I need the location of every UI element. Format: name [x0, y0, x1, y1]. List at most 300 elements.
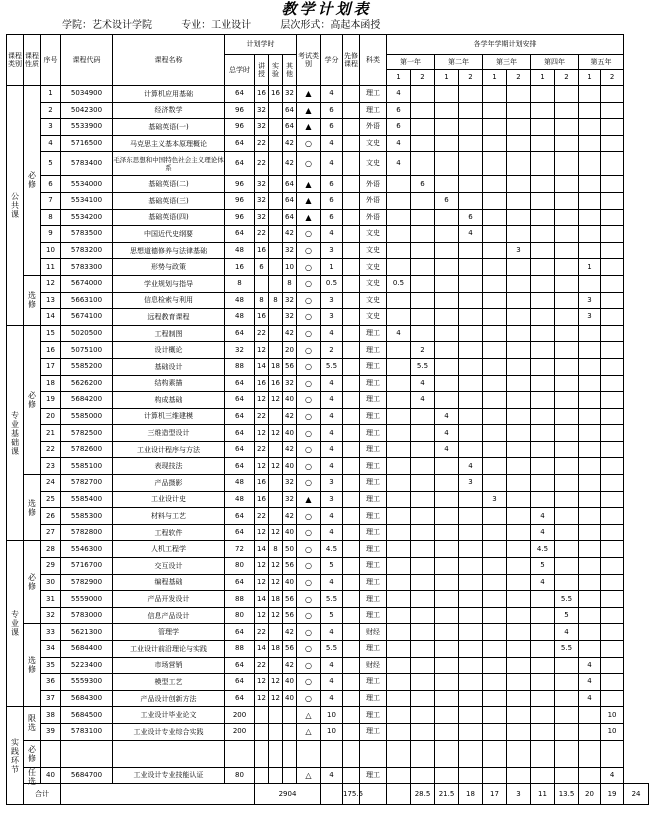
cell-term — [555, 458, 579, 475]
cell-exam: ○ — [297, 475, 321, 492]
cell-lab: 18 — [269, 358, 283, 375]
table-row — [7, 591, 649, 608]
table-row — [7, 342, 649, 359]
cell-seq: 35 — [41, 657, 61, 674]
cell-lecture: 12 — [255, 458, 269, 475]
cell-disc: 理工 — [360, 86, 387, 103]
cell-term — [459, 259, 483, 276]
cell-term — [579, 707, 601, 724]
cell-term — [601, 342, 624, 359]
cell-name: 远程教育课程 — [113, 309, 225, 326]
cell-empty — [255, 740, 269, 767]
cell-total: 32 — [225, 342, 255, 359]
cell-name: 形势与政策 — [113, 259, 225, 276]
cell-term — [601, 641, 624, 658]
cell-term — [555, 152, 579, 176]
cell-code: 5783100 — [61, 723, 113, 740]
cell-disc: 理工 — [360, 674, 387, 691]
cell-credits: 3 — [321, 242, 343, 259]
cell-exam: ▲ — [297, 192, 321, 209]
cell-term — [459, 392, 483, 409]
cell-lecture: 12 — [255, 425, 269, 442]
cell-name: 工业设计程序与方法 — [113, 441, 225, 458]
cell-code: 5783300 — [61, 259, 113, 276]
cell-disc: 理工 — [360, 408, 387, 425]
cell-disc: 理工 — [360, 508, 387, 525]
cell-prereq — [343, 176, 360, 193]
table-row — [7, 458, 649, 475]
cell-other: 64 — [283, 209, 297, 226]
cell-term — [483, 192, 507, 209]
cell-term — [555, 292, 579, 309]
cell-term — [555, 690, 579, 707]
cell-name: 人机工程学 — [113, 541, 225, 558]
cell-disc: 理工 — [360, 475, 387, 492]
cell-term — [435, 102, 459, 119]
cell-empty — [321, 740, 343, 767]
cell-term — [483, 176, 507, 193]
cell-term — [555, 135, 579, 152]
cell-term — [555, 275, 579, 292]
cell-lab — [269, 226, 283, 243]
cell-seq: 3 — [41, 119, 61, 136]
cell-term — [459, 441, 483, 458]
cell-lecture: 22 — [255, 152, 269, 176]
cell-lecture: 22 — [255, 657, 269, 674]
cell-term — [531, 375, 555, 392]
cell-term — [531, 408, 555, 425]
header-discipline: 科类 — [360, 35, 387, 86]
table-row — [7, 607, 649, 624]
table-row — [7, 425, 649, 442]
cell-term — [507, 491, 531, 508]
cell-name: 编程基础 — [113, 574, 225, 591]
cell-disc: 理工 — [360, 707, 387, 724]
cell-term — [579, 275, 601, 292]
cell-credits: 4.5 — [321, 541, 343, 558]
cell-total: 64 — [225, 674, 255, 691]
teaching-plan-table — [6, 34, 649, 805]
cell-term — [483, 102, 507, 119]
cell-disc: 文史 — [360, 292, 387, 309]
cell-credits: 4 — [321, 624, 343, 641]
cell-prereq — [343, 342, 360, 359]
cell-term — [459, 591, 483, 608]
cell-seq: 30 — [41, 574, 61, 591]
cell-term — [483, 508, 507, 525]
cell-other: 32 — [283, 309, 297, 326]
cell-exam: ○ — [297, 292, 321, 309]
cell-term — [555, 767, 579, 784]
cell-term — [531, 392, 555, 409]
cell-term — [459, 176, 483, 193]
cell-term — [459, 641, 483, 658]
cell-term — [411, 624, 435, 641]
cell-term — [411, 209, 435, 226]
cell-term — [411, 475, 435, 492]
cell-term — [387, 358, 411, 375]
cell-empty — [41, 740, 61, 767]
cell-empty — [343, 740, 360, 767]
cell-name: 模型工艺 — [113, 674, 225, 691]
cell-exam: ○ — [297, 441, 321, 458]
cell-term — [601, 325, 624, 342]
cell-term — [601, 119, 624, 136]
cell-total: 64 — [225, 425, 255, 442]
cell-term: 4 — [411, 392, 435, 409]
cell-credits: 4 — [321, 135, 343, 152]
cell-term — [411, 135, 435, 152]
cell-term — [435, 309, 459, 326]
header-plan-hours: 计划学时 — [225, 35, 297, 55]
cell-term — [411, 441, 435, 458]
cell-name: 基础设计 — [113, 358, 225, 375]
cell-term — [411, 102, 435, 119]
cell-prereq — [343, 309, 360, 326]
cell-name: 信息检索与利用 — [113, 292, 225, 309]
cell-seq: 28 — [41, 541, 61, 558]
cell-prereq — [343, 574, 360, 591]
cell-code: 5782600 — [61, 441, 113, 458]
cell-term: 4 — [387, 152, 411, 176]
cell-term — [555, 102, 579, 119]
cell-lecture — [255, 707, 269, 724]
cell-code: 5663100 — [61, 292, 113, 309]
header-exam-type: 考试类别 — [297, 35, 321, 86]
cell-lecture: 14 — [255, 641, 269, 658]
cell-term — [579, 425, 601, 442]
cell-term — [411, 491, 435, 508]
total-term: 11 — [531, 784, 555, 805]
cell-lab: 12 — [269, 558, 283, 575]
cell-term — [483, 425, 507, 442]
cell-name: 基础英语(三) — [113, 192, 225, 209]
table-row — [7, 392, 649, 409]
cell-term — [531, 624, 555, 641]
cell-term — [411, 86, 435, 103]
cell-term — [507, 375, 531, 392]
cell-term — [531, 674, 555, 691]
cell-prereq — [343, 475, 360, 492]
cell-term: 4 — [579, 690, 601, 707]
cell-term — [387, 723, 411, 740]
cell-name: 基础英语(四) — [113, 209, 225, 226]
cell-prereq — [343, 524, 360, 541]
cell-seq: 39 — [41, 723, 61, 740]
cell-disc: 理工 — [360, 325, 387, 342]
cell-term — [411, 541, 435, 558]
cell-credits: 5 — [321, 558, 343, 575]
cell-lecture — [255, 767, 269, 784]
table-row — [7, 767, 649, 784]
cell-term — [459, 86, 483, 103]
cell-lab — [269, 475, 283, 492]
cell-term — [459, 707, 483, 724]
cell-prereq — [343, 458, 360, 475]
table-row — [7, 707, 649, 724]
cell-disc: 财经 — [360, 657, 387, 674]
cell-term — [459, 425, 483, 442]
total-term: 18 — [459, 784, 483, 805]
cell-term — [435, 342, 459, 359]
cell-exam: ○ — [297, 259, 321, 276]
cell-term — [555, 242, 579, 259]
cell-exam: ○ — [297, 226, 321, 243]
cell-lab — [269, 135, 283, 152]
cell-term — [555, 441, 579, 458]
cell-other: 32 — [283, 242, 297, 259]
cell-term — [601, 591, 624, 608]
cell-term — [435, 524, 459, 541]
cell-other: 64 — [283, 176, 297, 193]
cell-seq: 25 — [41, 491, 61, 508]
cell-term: 5.5 — [555, 591, 579, 608]
cell-exam: ○ — [297, 309, 321, 326]
cell-empty — [579, 740, 601, 767]
table-row — [7, 309, 649, 326]
table-row — [7, 574, 649, 591]
cell-term — [387, 176, 411, 193]
cell-other: 20 — [283, 342, 297, 359]
cell-term — [579, 119, 601, 136]
cell-other — [283, 723, 297, 740]
cell-term — [411, 524, 435, 541]
cell-term — [483, 767, 507, 784]
table-row — [7, 723, 649, 740]
cell-term — [459, 192, 483, 209]
cell-term — [555, 226, 579, 243]
table-row — [7, 152, 649, 176]
cell-term — [601, 259, 624, 276]
cell-lecture: 16 — [255, 375, 269, 392]
cell-term — [459, 767, 483, 784]
cell-term: 4 — [387, 86, 411, 103]
cell-lecture: 16 — [255, 86, 269, 103]
page-title: 教学计划表 — [281, 0, 372, 18]
cell-term — [459, 242, 483, 259]
cell-term — [555, 657, 579, 674]
cell-seq: 34 — [41, 641, 61, 658]
cell-empty — [225, 740, 255, 767]
cell-lecture: 12 — [255, 690, 269, 707]
cell-term — [507, 358, 531, 375]
cell-term — [531, 657, 555, 674]
cell-term — [531, 102, 555, 119]
cell-term — [531, 275, 555, 292]
cell-term: 4 — [555, 624, 579, 641]
header-lab: 实验 — [269, 55, 283, 86]
cell-seq: 7 — [41, 192, 61, 209]
cell-lab — [269, 119, 283, 136]
cell-seq: 32 — [41, 607, 61, 624]
header-year: 第三年 — [483, 55, 531, 70]
cell-credits: 10 — [321, 723, 343, 740]
cell-name: 产品摄影 — [113, 475, 225, 492]
cell-term — [483, 441, 507, 458]
cell-total: 64 — [225, 408, 255, 425]
cell-term — [531, 176, 555, 193]
cell-other: 32 — [283, 375, 297, 392]
cell-term — [435, 392, 459, 409]
total-row — [7, 784, 649, 805]
cell-term — [411, 242, 435, 259]
cell-term — [411, 707, 435, 724]
category-cell: 专业课 — [7, 541, 24, 707]
cell-term — [387, 491, 411, 508]
cell-code: 5782800 — [61, 524, 113, 541]
cell-term — [435, 275, 459, 292]
cell-prereq — [343, 325, 360, 342]
cell-term — [579, 491, 601, 508]
cell-term — [483, 607, 507, 624]
cell-term — [531, 242, 555, 259]
cell-term — [507, 591, 531, 608]
header-term-plan: 各学年学期计划安排 — [387, 35, 624, 55]
cell-other: 64 — [283, 119, 297, 136]
cell-term — [459, 524, 483, 541]
cell-term — [601, 152, 624, 176]
category-cell: 公共课 — [7, 86, 24, 326]
cell-term — [459, 375, 483, 392]
cell-term: 4 — [387, 325, 411, 342]
table-row — [7, 119, 649, 136]
cell-term — [555, 408, 579, 425]
cell-term — [507, 176, 531, 193]
cell-term — [601, 135, 624, 152]
cell-term — [387, 475, 411, 492]
cell-exam: ○ — [297, 408, 321, 425]
cell-code: 5684400 — [61, 641, 113, 658]
cell-seq: 17 — [41, 358, 61, 375]
header-total-hours: 总学时 — [225, 55, 255, 86]
cell-term — [459, 723, 483, 740]
cell-term — [555, 309, 579, 326]
cell-other: 42 — [283, 226, 297, 243]
cell-code: 5716700 — [61, 558, 113, 575]
cell-exam: ▲ — [297, 491, 321, 508]
cell-prereq — [343, 152, 360, 176]
cell-other: 42 — [283, 408, 297, 425]
cell-name: 交互设计 — [113, 558, 225, 575]
table-row — [7, 292, 649, 309]
cell-term — [531, 607, 555, 624]
cell-term — [601, 674, 624, 691]
cell-seq: 6 — [41, 176, 61, 193]
cell-exam: △ — [297, 707, 321, 724]
cell-code: 5621300 — [61, 624, 113, 641]
cell-total: 8 — [225, 275, 255, 292]
cell-term — [507, 309, 531, 326]
cell-term — [555, 358, 579, 375]
cell-term — [387, 226, 411, 243]
cell-name: 三维造型设计 — [113, 425, 225, 442]
cell-lab — [269, 325, 283, 342]
cell-other: 50 — [283, 541, 297, 558]
cell-code: 5585100 — [61, 458, 113, 475]
cell-term — [435, 259, 459, 276]
cell-term — [507, 674, 531, 691]
cell-total: 64 — [225, 690, 255, 707]
cell-disc: 理工 — [360, 607, 387, 624]
cell-term — [483, 657, 507, 674]
cell-code: 5042300 — [61, 102, 113, 119]
cell-term — [555, 508, 579, 525]
cell-term: 6 — [411, 176, 435, 193]
cell-term — [601, 607, 624, 624]
cell-term — [601, 275, 624, 292]
cell-total: 64 — [225, 135, 255, 152]
cell-term — [411, 458, 435, 475]
cell-lab: 12 — [269, 674, 283, 691]
cell-term — [579, 475, 601, 492]
header-seq: 序号 — [41, 35, 61, 86]
table-row — [7, 209, 649, 226]
cell-term — [435, 475, 459, 492]
cell-credits: 6 — [321, 119, 343, 136]
header-term: 2 — [459, 70, 483, 86]
cell-term — [601, 192, 624, 209]
cell-term: 4 — [435, 408, 459, 425]
cell-code: 5783200 — [61, 242, 113, 259]
cell-total: 64 — [225, 524, 255, 541]
cell-lecture: 16 — [255, 242, 269, 259]
cell-term — [483, 674, 507, 691]
cell-term — [459, 624, 483, 641]
cell-term — [483, 641, 507, 658]
cell-term — [483, 458, 507, 475]
header-year: 第四年 — [531, 55, 579, 70]
cell-other: 56 — [283, 558, 297, 575]
table-row — [7, 242, 649, 259]
cell-term — [387, 292, 411, 309]
cell-term — [579, 152, 601, 176]
cell-code: 5585000 — [61, 408, 113, 425]
cell-term — [601, 624, 624, 641]
header-term: 1 — [435, 70, 459, 86]
table-row — [7, 674, 649, 691]
cell-disc: 外语 — [360, 119, 387, 136]
table-row — [7, 325, 649, 342]
cell-name: 工程制图 — [113, 325, 225, 342]
cell-term — [579, 508, 601, 525]
category-cell: 专业基础课 — [7, 325, 24, 541]
cell-term — [555, 325, 579, 342]
cell-term — [387, 192, 411, 209]
cell-disc: 理工 — [360, 392, 387, 409]
cell-seq: 40 — [41, 767, 61, 784]
cell-credits: 4 — [321, 375, 343, 392]
cell-term — [579, 135, 601, 152]
cell-term — [459, 574, 483, 591]
header-prereq: 先修课程 — [343, 35, 360, 86]
cell-seq: 5 — [41, 152, 61, 176]
cell-term: 4 — [531, 524, 555, 541]
cell-lecture: 22 — [255, 441, 269, 458]
cell-credits: 4 — [321, 325, 343, 342]
table-row — [7, 690, 649, 707]
cell-prereq — [343, 102, 360, 119]
cell-disc: 理工 — [360, 358, 387, 375]
cell-total: 96 — [225, 119, 255, 136]
cell-credits: 3 — [321, 292, 343, 309]
cell-term — [507, 690, 531, 707]
total-term: 13.5 — [555, 784, 579, 805]
cell-name: 计算机三维建模 — [113, 408, 225, 425]
cell-term — [507, 425, 531, 442]
cell-term — [579, 226, 601, 243]
cell-term — [507, 292, 531, 309]
cell-total: 64 — [225, 325, 255, 342]
